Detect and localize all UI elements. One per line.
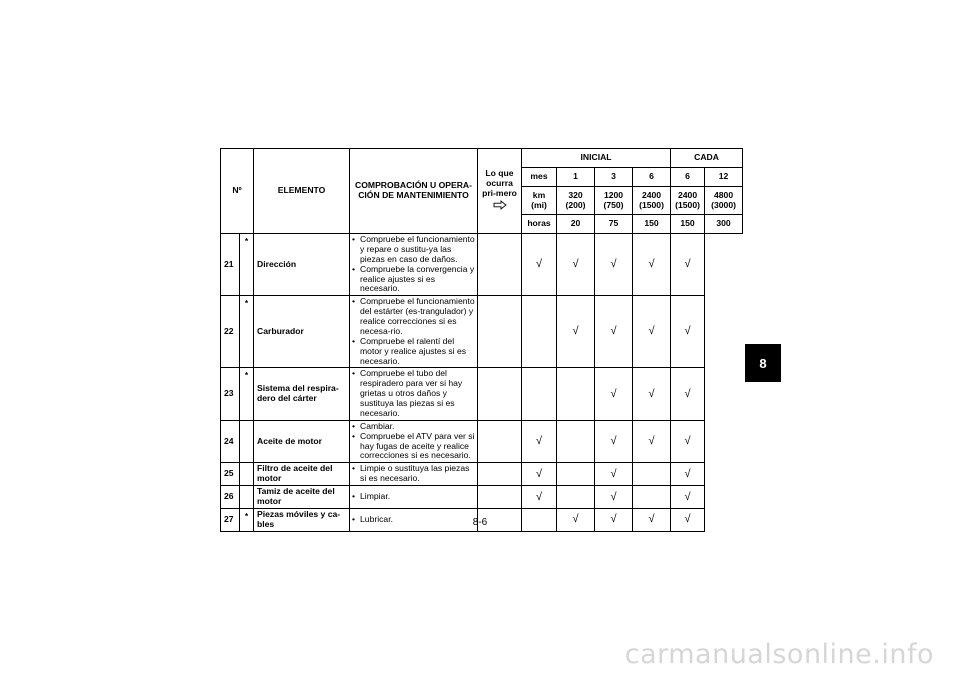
interval-value: 2400 (1500) (671, 187, 705, 215)
check-mark: √ (595, 463, 633, 486)
operation-cell (350, 486, 478, 509)
interval-value: 4800 (3000) (705, 187, 743, 215)
table-header (221, 149, 743, 234)
item-number: 21 (221, 234, 240, 296)
empty-interval-cell (557, 463, 595, 486)
check-mark: √ (522, 486, 557, 509)
check-mark: √ (595, 368, 633, 420)
check-mark: √ (671, 486, 705, 509)
check-mark: √ (595, 296, 633, 368)
check-mark: √ (633, 508, 671, 531)
operation-item: • Compruebe el funcionamiento y repare o sustitu-ya las piezas en caso de daños. (352, 235, 475, 265)
check-mark: √ (557, 234, 595, 296)
interval-value: 6 (671, 168, 705, 187)
operation-item: • Compruebe el tubo del respiradero para ver si hay grietas u otros daños y sustituya las piezas si es necesario. (352, 369, 475, 418)
check-mark: √ (595, 234, 633, 296)
maintenance-table (220, 148, 743, 532)
check-mark: √ (557, 296, 595, 368)
check-mark: √ (633, 296, 671, 368)
interval-value: 150 (671, 215, 705, 234)
interval-label: horas (522, 215, 557, 234)
operation-list (352, 464, 475, 484)
empty-interval-cell (522, 296, 557, 368)
interval-value: 12 (705, 168, 743, 187)
interval-value: 1200 (750) (595, 187, 633, 215)
check-mark: √ (671, 296, 705, 368)
operation-cell (350, 234, 478, 296)
asterisk-mark (240, 420, 254, 463)
asterisk-mark: * (240, 296, 254, 368)
operation-item: • Lubricar. (352, 515, 475, 525)
check-mark: √ (595, 508, 633, 531)
first-occurrence-cell (478, 234, 522, 296)
check-mark: √ (671, 368, 705, 420)
header-every: CADA (671, 149, 743, 168)
empty-interval-cell (557, 420, 595, 463)
interval-label: km (mi) (522, 187, 557, 215)
operation-list (352, 235, 475, 294)
section-tab: 8 (745, 344, 781, 382)
interval-value: 2400 (1500) (633, 187, 671, 215)
interval-value: 300 (705, 215, 743, 234)
item-name: Piezas móviles y ca-bles (254, 508, 350, 531)
item-number: 24 (221, 420, 240, 463)
check-mark: √ (557, 508, 595, 531)
interval-value: 150 (633, 215, 671, 234)
table-row (221, 368, 743, 420)
interval-value: 6 (633, 168, 671, 187)
operation-cell (350, 296, 478, 368)
check-mark: √ (671, 420, 705, 463)
first-occurrence-cell (478, 296, 522, 368)
item-name: Sistema del respira-dero del cárter (254, 368, 350, 420)
header-first-label: Lo que ocurra pri-mero (482, 168, 517, 198)
table-row (221, 420, 743, 463)
empty-interval-cell (557, 368, 595, 420)
operation-item: • Limpiar. (352, 492, 475, 502)
item-name: Filtro de aceite del motor (254, 463, 350, 486)
first-occurrence-cell (478, 486, 522, 509)
operation-item: • Compruebe el ralentí del motor y realice ajustes si es necesario. (352, 337, 475, 367)
asterisk-mark (240, 486, 254, 509)
empty-interval-cell (633, 463, 671, 486)
operation-cell (350, 368, 478, 420)
operation-list (352, 297, 475, 366)
empty-interval-cell (522, 368, 557, 420)
first-occurrence-cell (478, 420, 522, 463)
item-number: 25 (221, 463, 240, 486)
header-first (478, 149, 522, 234)
check-mark: √ (671, 234, 705, 296)
item-name: Dirección (254, 234, 350, 296)
header-check: COMPROBACIÓN U OPERA-CIÓN DE MANTENIMIENTO (350, 149, 478, 234)
header-no: Nº (221, 149, 254, 234)
operation-list (352, 492, 475, 502)
operation-list (352, 422, 475, 462)
operation-cell (350, 463, 478, 486)
table-row (221, 463, 743, 486)
empty-interval-cell (633, 486, 671, 509)
table-row (221, 486, 743, 509)
header-initial: INICIAL (522, 149, 671, 168)
page-number: 8-6 (472, 517, 488, 528)
operation-item: • Cambiar. (352, 422, 475, 432)
check-mark: √ (633, 234, 671, 296)
check-mark: √ (522, 463, 557, 486)
operation-list (352, 369, 475, 418)
check-mark: √ (595, 420, 633, 463)
check-mark: √ (522, 420, 557, 463)
item-number: 22 (221, 296, 240, 368)
right-arrow-icon (493, 200, 507, 210)
item-number: 27 (221, 508, 240, 531)
interval-value: 320 (200) (557, 187, 595, 215)
interval-value: 3 (595, 168, 633, 187)
operation-item: • Compruebe el funcionamiento del estárter (es-trangulador) y realice correcciones si es necesa-rio. (352, 297, 475, 337)
interval-value: 20 (557, 215, 595, 234)
check-mark: √ (595, 486, 633, 509)
check-mark: √ (633, 368, 671, 420)
operation-cell (350, 420, 478, 463)
check-mark: √ (522, 234, 557, 296)
watermark: carmanualsonline.info (624, 639, 934, 670)
table-row (221, 296, 743, 368)
first-occurrence-cell (478, 463, 522, 486)
interval-value: 1 (557, 168, 595, 187)
table-body (221, 234, 743, 532)
check-mark: √ (671, 508, 705, 531)
asterisk-mark: * (240, 508, 254, 531)
header-item: ELEMENTO (254, 149, 350, 234)
item-number: 26 (221, 486, 240, 509)
operation-item: • Compruebe el ATV para ver si hay fugas de aceite y realice correcciones si es necesario. (352, 432, 475, 462)
empty-interval-cell (557, 486, 595, 509)
asterisk-mark: * (240, 368, 254, 420)
asterisk-mark: * (240, 234, 254, 296)
table-row (221, 234, 743, 296)
operation-item: • Compruebe la convergencia y realice ajustes si es necesario. (352, 265, 475, 295)
item-name: Tamiz de aceite del motor (254, 486, 350, 509)
operation-item: • Limpie o sustituya las piezas si es necesario. (352, 464, 475, 484)
item-number: 23 (221, 368, 240, 420)
check-mark: √ (633, 420, 671, 463)
check-mark: √ (671, 463, 705, 486)
asterisk-mark (240, 463, 254, 486)
interval-value: 75 (595, 215, 633, 234)
first-occurrence-cell (478, 368, 522, 420)
item-name: Carburador (254, 296, 350, 368)
interval-label: mes (522, 168, 557, 187)
item-name: Aceite de motor (254, 420, 350, 463)
